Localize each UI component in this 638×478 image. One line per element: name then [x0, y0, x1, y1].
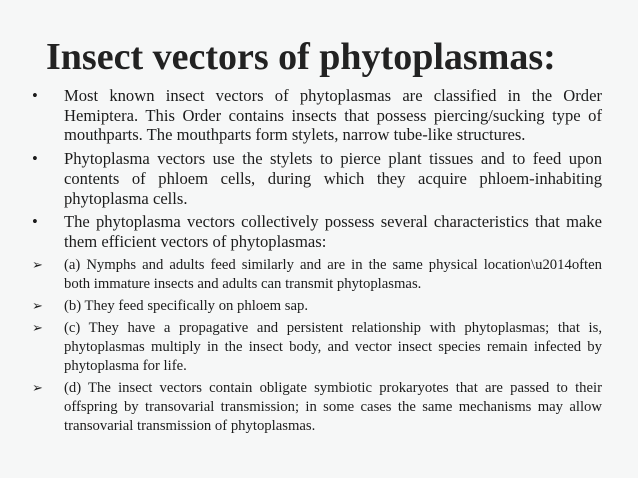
- characteristic-text: (d) The insect vectors contain obligate symbiotic prokaryotes that are passed to their offspring by transovarial transmission; in some cases the same mechanisms may allow transovarial transmission of phytoplasmas.: [64, 379, 602, 434]
- characteristic-item: [32, 379, 602, 436]
- bullet-icon: •: [32, 149, 38, 169]
- bullet-icon: •: [32, 212, 38, 232]
- bullet-icon: •: [32, 86, 38, 105]
- bullet-item: [32, 149, 602, 208]
- bullet-text: Most known insect vectors of phytoplasmas are classified in the Order Hemiptera. This Order contains insects that possess piercing/sucking type of mouthparts. The mouthparts form stylets, narrow tube-like structures.: [64, 86, 602, 145]
- characteristic-item: [32, 319, 602, 376]
- bullet-text: The phytoplasma vectors collectively possess several characteristics that make them efficient vectors of phytoplasmas:: [64, 212, 602, 251]
- characteristic-item: [32, 256, 602, 294]
- characteristic-text: (b) They feed specifically on phloem sap.: [64, 297, 309, 314]
- characteristic-text: (c) They have a propagative and persistent relationship with phytoplasmas; that is, phytoplasmas multiply in the insect body, and vector insect species remain infected by phytoplasma for life.: [64, 319, 602, 374]
- bullet-text: Phytoplasma vectors use the stylets to pierce plant tissues and to feed upon contents of phloem cells, during which they acquire phloem-inhabiting phytoplasma cells.: [64, 149, 602, 208]
- slide-title: Insect vectors of phytoplasmas:: [46, 36, 556, 78]
- bullet-item: [32, 212, 602, 251]
- slide-content: [32, 86, 602, 439]
- characteristic-item: [32, 297, 602, 316]
- arrow-bullet-icon: ➢: [32, 380, 43, 396]
- arrow-bullet-icon: ➢: [32, 298, 43, 314]
- bullet-item: [32, 86, 602, 145]
- arrow-bullet-icon: ➢: [32, 257, 43, 273]
- arrow-bullet-icon: ➢: [32, 320, 43, 336]
- characteristic-text: (a) Nymphs and adults feed similarly and are in the same physical location\u2014often both immature insects and adults can transmit phytoplasmas.: [64, 256, 602, 292]
